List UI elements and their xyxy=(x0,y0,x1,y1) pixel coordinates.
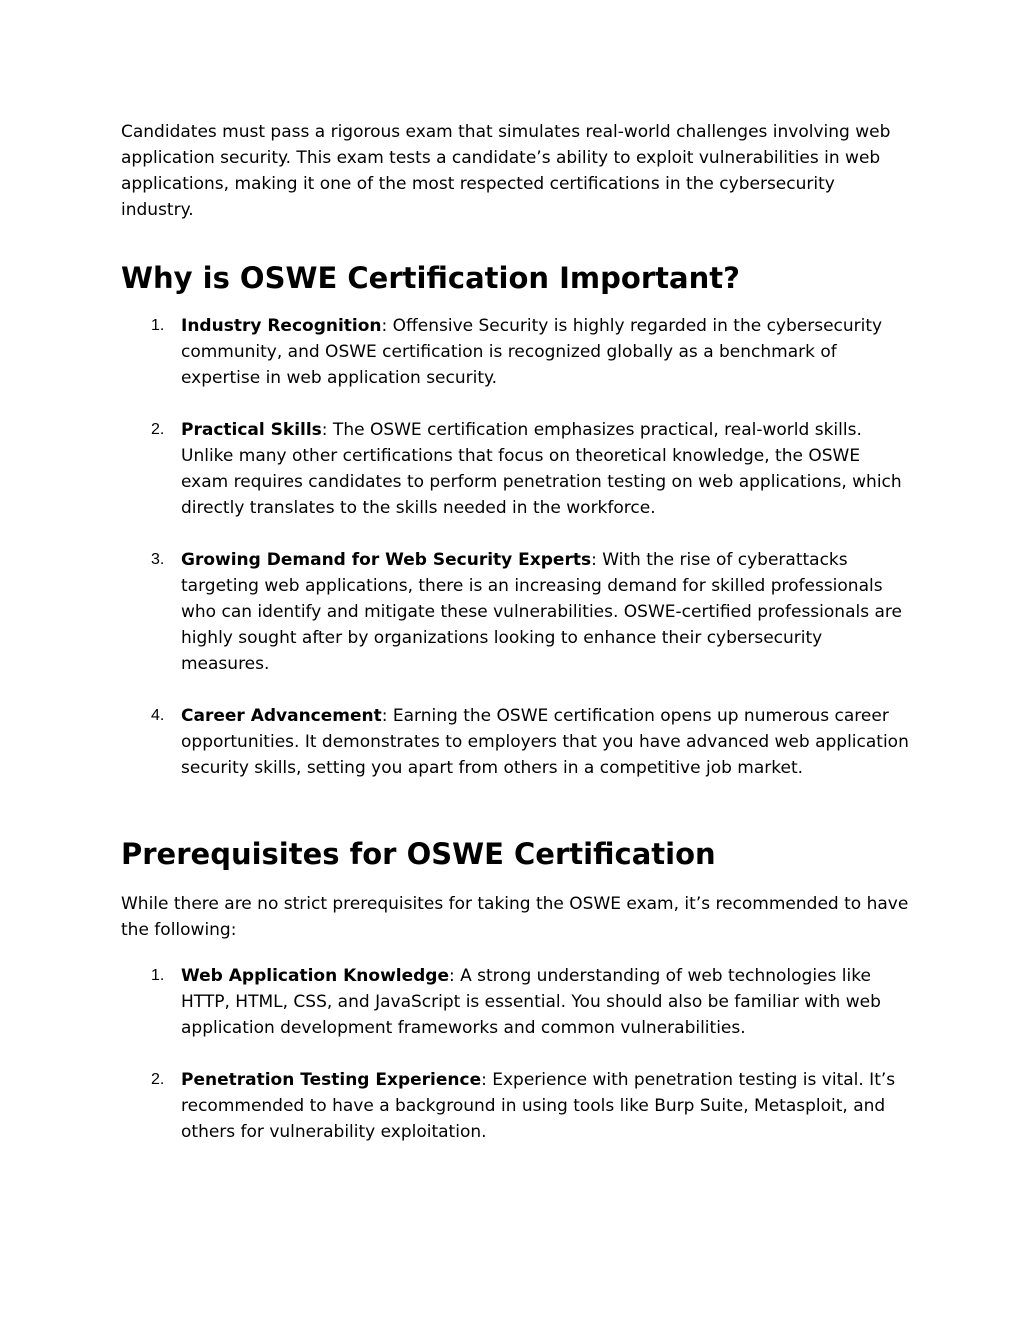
list-number: 3. xyxy=(151,551,165,568)
list-item xyxy=(121,547,911,677)
list-item xyxy=(121,313,911,391)
list-item xyxy=(121,963,911,1041)
section-heading-prerequisites: Prerequisites for OSWE Certification xyxy=(121,837,716,871)
list-item-title: Growing Demand for Web Security Experts xyxy=(181,550,592,570)
list-item-title: Practical Skills xyxy=(181,420,322,440)
list-item xyxy=(121,703,911,781)
list-item-text: : Experience with penetration testing is vital. It’s recommended to have a background in using tools like Burp Suite, Metasploit, and others for vulnerability exploitation. xyxy=(181,1070,896,1142)
intro-paragraph: Candidates must pass a rigorous exam that simulates real-world challenges involving web application security. This exam tests a candidate’s ability to exploit vulnerabilities in web applications, making it one of the most respected certifications in the cybersecurity industry. xyxy=(121,122,891,220)
list-item-title: Penetration Testing Experience xyxy=(181,1070,482,1090)
list-item xyxy=(121,417,911,521)
list-number: 1. xyxy=(151,317,165,334)
list-number: 2. xyxy=(151,1071,165,1088)
why-important-list xyxy=(121,313,911,781)
list-number: 1. xyxy=(151,967,165,984)
section-heading-why-important: Why is OSWE Certification Important? xyxy=(121,261,740,295)
list-item-text: : Offensive Security is highly regarded in the cybersecurity community, and OSWE certification is recognized globally as a benchmark of expertise in web application security. xyxy=(181,316,883,388)
list-item-text: : Earning the OSWE certification opens up numerous career opportunities. It demonstrates to employers that you have advanced web application security skills, setting you apart from others in a competitive job market. xyxy=(181,706,909,778)
list-item xyxy=(121,1067,911,1145)
list-item-title: Web Application Knowledge xyxy=(181,966,449,986)
document-page xyxy=(121,119,911,1145)
list-item-text: : A strong understanding of web technologies like HTTP, HTML, CSS, and JavaScript is essential. You should also be familiar with web application development frameworks and common vulnerabilities. xyxy=(181,966,881,1038)
list-item-text: : With the rise of cyberattacks targeting web applications, there is an increasing demand for skilled professionals who can identify and mitigate these vulnerabilities. OSWE-certified professionals are highly sought after by organizations looking to enhance their cybersecurity measures. xyxy=(181,550,902,674)
list-number: 2. xyxy=(151,421,165,438)
list-item-title: Industry Recognition xyxy=(181,316,382,336)
list-item-title: Career Advancement xyxy=(181,706,382,726)
prerequisites-list xyxy=(121,963,911,1145)
list-number: 4. xyxy=(151,707,165,724)
prerequisites-intro-paragraph: While there are no strict prerequisites for taking the OSWE exam, it’s recommended to have the following: xyxy=(121,894,909,940)
list-item-text: : The OSWE certification emphasizes practical, real-world skills. Unlike many other certifications that focus on theoretical knowledge, the OSWE exam requires candidates to perform penetration testing on web applications, which directly translates to the skills needed in the workforce. xyxy=(181,420,902,518)
